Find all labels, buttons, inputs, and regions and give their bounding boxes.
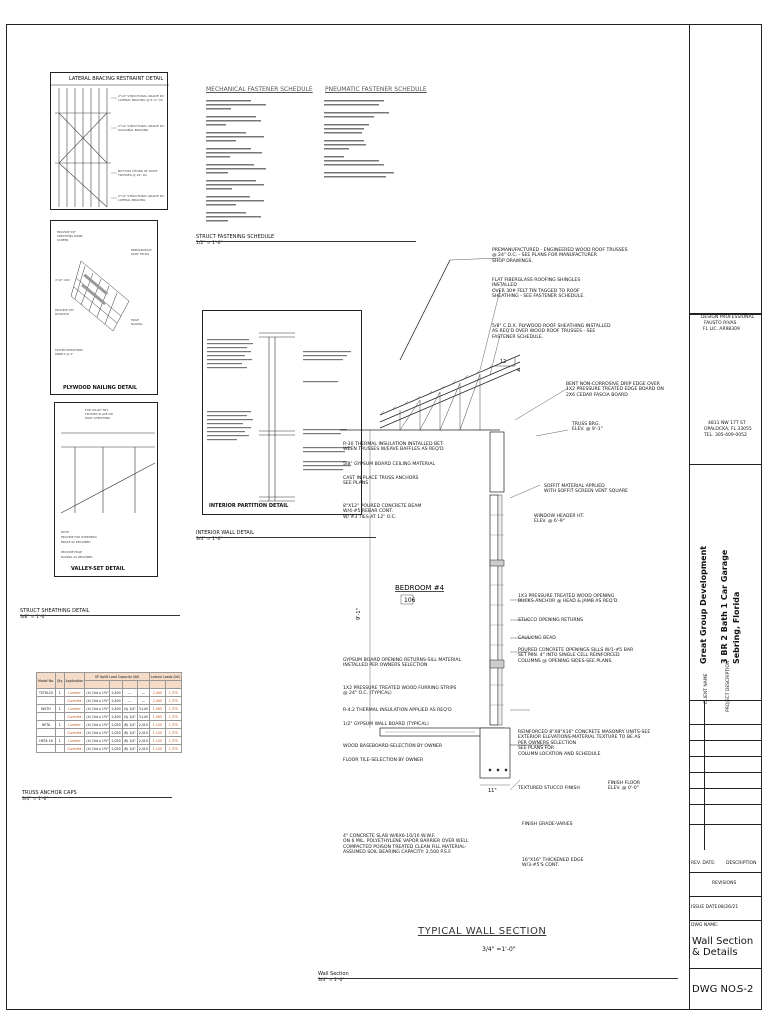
struct-fastening-scale: 1/2" = 1'-0": [196, 241, 223, 246]
plywood-nailing-title: PLYWOOD NAILING DETAIL: [63, 385, 138, 391]
callout-opening-bucks: 1X3 PRESSURE TREATED WOOD OPENING BUCKS-ANCHOR @ HEAD & JAMB AS REQ'D.: [518, 594, 619, 605]
project-line1: 3 BR 2 Bath 1 Car Garage: [720, 549, 729, 664]
anchor-cell: 2,410: [138, 746, 148, 751]
rev-date-label: REV. DATE:: [691, 861, 716, 866]
dim-footing: 11": [488, 788, 497, 794]
svg-text:SHEATHING PANEL: SHEATHING PANEL: [57, 234, 83, 238]
revisions-label: REVISIONS: [712, 881, 737, 886]
struct-sheathing-label: STRUCT SHEATHING DETAIL: [20, 608, 90, 614]
interior-partition-title: INTERIOR PARTITION DETAIL: [209, 503, 289, 509]
designer-label: DESIGN PROFESSIONAL: [700, 315, 755, 320]
anchor-cell: [37, 745, 56, 753]
anchor-cell: 1,370: [165, 729, 181, 737]
anchor-cell: 2,030: [111, 730, 121, 735]
anchor-table-row: [37, 713, 182, 721]
svg-text:ROOF SHEATHING: ROOF SHEATHING: [85, 416, 111, 420]
anchor-cell: —: [122, 689, 137, 697]
pitch-run: 4: [517, 368, 521, 374]
col-lateral: Lateral Loads (lbf): [150, 674, 180, 679]
anchor-cell: 2,030: [111, 738, 121, 743]
anchor-cell: 1,565: [149, 713, 165, 721]
anchor-cell: Lumber: [64, 737, 85, 745]
anchor-cell: —: [122, 697, 137, 705]
svg-text:PROVIDE EDGE: PROVIDE EDGE: [61, 550, 83, 554]
anchor-cell: 2,490: [111, 690, 121, 695]
callout-gyp-ceiling: 5/8" GYPSUM BOARD CEILING MATERIAL: [343, 462, 436, 467]
anchor-cell: 1,370: [165, 705, 181, 713]
svg-text:PROVIDE 5/8": PROVIDE 5/8": [55, 308, 75, 312]
title-block: [689, 24, 762, 1010]
callout-r42: R-4.2 THERMAL INSULATION APPLIED AS REQ'D: [343, 708, 452, 713]
anchor-cell: Concrete: [64, 729, 85, 737]
callout-gyp-returns: GYPSUM BOARD OPENING RETURNS-SILL MATERIAL INSTALLED PER OWNERS SELECTION: [343, 658, 462, 669]
svg-text:2"x4" STRUCTURAL GRADE #2: 2"x4" STRUCTURAL GRADE #2: [118, 94, 165, 98]
issue-date-label: ISSUE DATE:: [691, 905, 719, 910]
anchor-cell: 1,565: [149, 705, 165, 713]
callout-concrete-beam: 8"X12" POURED CONCRETE BEAM W/4-#5 REBAR CONT. W/ #3 TIES AT 12" O.C.: [343, 504, 422, 520]
callout-truss-anchors: CAST IN PLACE TRUSS ANCHORS SEE PLANS: [343, 476, 419, 487]
dwg-no: S-2: [737, 984, 754, 995]
anchor-cell: TSTRL25: [37, 689, 56, 697]
finish-floor-elev: FINISH FLOOR ELEV. @ 0'-0": [608, 781, 641, 792]
anchor-cell: 1,150: [149, 721, 165, 729]
anchor-cell: [55, 697, 64, 705]
anchor-cell: [37, 697, 56, 705]
address-tel: TEL. 305-409-0052: [704, 433, 747, 438]
col-sp-uplift: SP Uplift Load Capacity (lbf): [85, 673, 150, 681]
anchor-cell: 1: [55, 705, 64, 713]
svg-text:PLYWOOD: PLYWOOD: [55, 312, 69, 316]
anchor-cell: Concrete: [64, 713, 85, 721]
issue-date: 08/26/21: [718, 905, 739, 910]
callout-sills: POURED CONCRETE OPENINGS SILLS W/1-#5 BAR SET MIN. 4" INTO SINGLE CELL REINFORCED COLUMNS @ OPENING SIDES-SEE PLANS.: [518, 648, 634, 664]
anchor-cell: (4) 10d x 1½": [86, 698, 109, 703]
anchor-cell: 2,060: [149, 689, 165, 697]
address-line1: 4811 NW 17T ST: [708, 421, 746, 426]
anchor-cell: (6) 1/4": [123, 722, 136, 727]
section-title: TYPICAL WALL SECTION: [418, 926, 547, 937]
svg-text:DIAGONAL BRACING: DIAGONAL BRACING: [118, 128, 149, 132]
anchor-cell: 1,370: [165, 697, 181, 705]
svg-text:PREMANUFACT.: PREMANUFACT.: [131, 248, 153, 252]
designer-cell: [690, 24, 762, 314]
designer-license: FL LIC. AR98309: [703, 327, 740, 332]
description-label: DESCRIPTION: [726, 861, 757, 866]
project-line2: Sebring, Florida: [732, 591, 741, 664]
svg-text:ROOF TRUSS: ROOF TRUSS: [131, 252, 150, 256]
anchor-cell: [55, 745, 64, 753]
callout-finish-grade: FINISH GRADE-VARIES: [522, 822, 573, 827]
callout-cmu: REINFORCED 8"X8"X16" CONCRETE MASONRY UNITS-SEE EXTERIOR ELEVATIONS-MATERIAL TEXTURE TO BE AS PER OWNERS SELECTION SEE PLANS FOR COLUMN LOCATION AND SCHEDULE: [518, 730, 651, 757]
anchor-cell: (4) 10d x 1½": [86, 714, 109, 719]
anchor-cell: 1,370: [165, 737, 181, 745]
room-label: BEDROOM #4: [395, 584, 445, 592]
svg-text:PROVIDE FOR OVERHEAD: PROVIDE FOR OVERHEAD: [61, 535, 97, 539]
svg-text:PANELS @ 4": PANELS @ 4": [55, 352, 74, 356]
anchor-cell: 1: [55, 689, 64, 697]
anchor-cell: Concrete: [64, 697, 85, 705]
designer-name: FAUSTO RIVAS: [704, 321, 737, 326]
svg-text:NOTE:: NOTE:: [61, 530, 70, 534]
callout-sheathing: 5/8" C.D.X. PLYWOOD ROOF SHEATHING INSTALLED AS REQ'D OVER WOOD ROOF TRUSSES - SEE FASTENER SCHEDULE.: [492, 324, 611, 340]
svg-text:BRACE AS REQUIRED: BRACE AS REQUIRED: [61, 540, 91, 544]
anchor-cell: —: [137, 697, 149, 705]
pneumatic-schedule-title: PNEUMATIC FASTENER SCHEDULE: [325, 86, 427, 93]
project-label: PROJECT DESCRIPTION: [726, 660, 731, 712]
anchor-cell: 2,030: [111, 722, 121, 727]
mechanical-schedule-title: MECHANICAL FASTENER SCHEDULE: [206, 86, 313, 93]
svg-text:NAILING AS REQUIRED: NAILING AS REQUIRED: [61, 555, 93, 559]
anchor-cell: HETA 16: [37, 737, 56, 745]
anchor-cell: 2,060: [149, 697, 165, 705]
col-application: Application: [64, 673, 85, 689]
valley-set-drawing: [55, 403, 159, 578]
svg-text:EDGE: EDGE: [131, 318, 139, 322]
anchor-cell: 1,370: [165, 721, 181, 729]
anchor-cell: [55, 713, 64, 721]
callout-slab: 4" CONCRETE SLAB W/6X6-10/10 W.W.F. ON 6 MIL. POLYETHYLENE VAPOR BARRIER OVER WELL COMPACTED POISON TREATED CLEAN FILL MATERIAL- ASSUMED SOIL BEARING CAPACITY: 2,500 P.S.F.: [343, 834, 469, 856]
interior-partition-drawing: [203, 311, 363, 516]
anchor-cell: (4) 10d x 1½": [86, 722, 109, 727]
address-line2: OPALOCKA, FL 33055: [704, 427, 752, 432]
callout-r30: R-30 THERMAL INSULATION INSTALLED BET- WEEN TRUSSES W/EAVE BAFFLES AS REQ'D: [343, 442, 445, 453]
wall-section-scale: 3/4" = 1'-0": [318, 978, 345, 983]
interior-wall-scale: 3/4" = 1'-0": [196, 537, 223, 542]
plywood-nailing-detail: [50, 220, 158, 395]
anchor-cell: (6) 1/4": [123, 746, 136, 751]
svg-text:FOR VALLEY SET: FOR VALLEY SET: [85, 408, 109, 412]
plywood-nailing-drawing: [51, 221, 159, 396]
anchor-cell: (4) 10d x 1½": [86, 706, 109, 711]
svg-text:SCREEN: SCREEN: [57, 238, 69, 242]
anchor-cell: 3,145: [138, 706, 148, 711]
anchor-cell: Lumber: [64, 721, 85, 729]
anchor-cell: Concrete: [64, 745, 85, 753]
dwg-name: Wall Section & Details: [692, 936, 754, 958]
anchor-cell: 1,150: [149, 745, 165, 753]
client-name: Great Group Development: [699, 545, 708, 664]
callout-soffit: SOFFIT MATERIAL APPLIED WITH SOFFIT SCREEN VENT SQUARE: [544, 484, 628, 495]
anchor-cell: [37, 729, 56, 737]
lateral-bracing-title: LATERAL BRACING RESTRAINT DETAIL: [69, 76, 164, 82]
anchor-cell: (4) 10d x 1½": [86, 730, 109, 735]
anchor-cell: (4) 10d x 1½": [86, 738, 109, 743]
callout-furring: 1X2 PRESSURE TREATED WOOD FURRING STRIPS @ 24" O.C. (TYPICAL): [343, 686, 457, 697]
callout-stucco-finish: TEXTURED STUCCO FINISH: [518, 786, 580, 791]
callout-thickened-edge: 16"X16" THICKENED EDGE W/3-#5'S CONT.: [522, 858, 584, 869]
pitch-rise: 12: [500, 359, 507, 365]
callout-trusses: PREMANUFACTURED - ENGINEERED WOOD ROOF TRUSSES @ 24" O.C. - SEE PLANS FOR MANUFACTURER SHOP DRAWINGS.: [492, 248, 628, 264]
callout-floor-tile: FLOOR TILE-SELECTION BY OWNER: [343, 758, 424, 763]
anchor-cell: 2,490: [111, 706, 121, 711]
col-qty: Qty: [55, 673, 64, 689]
struct-sheathing-scale: 3/8" = 1'-0": [20, 615, 47, 620]
room-number: 106: [404, 597, 416, 604]
truss-anchor-label: TRUSS ANCHOR CAPS: [22, 790, 77, 796]
svg-text:LATERAL BRACING: LATERAL BRACING: [118, 198, 146, 202]
anchor-table-row: [37, 745, 182, 753]
wall-section-label: Wall Section: [318, 971, 349, 977]
svg-text:LATERAL BRACING @ 6'-0" OC: LATERAL BRACING @ 6'-0" OC: [118, 98, 163, 102]
svg-text:FASTEN SHEATHING: FASTEN SHEATHING: [55, 348, 83, 352]
anchor-cell: 1,370: [165, 713, 181, 721]
svg-text:TRUSSES PLACE ON: TRUSSES PLACE ON: [85, 412, 113, 416]
anchor-cell: 1: [55, 737, 64, 745]
col-model: Model No.: [37, 673, 56, 689]
anchor-cell: (4) 10d x 1½": [86, 690, 109, 695]
anchor-cell: HETA: [37, 721, 56, 729]
anchor-cell: 2,490: [111, 714, 121, 719]
anchor-cell: Lumber: [64, 689, 85, 697]
lateral-bracing-drawing: [51, 73, 169, 211]
client-label: CLIENT NAME: [704, 673, 709, 704]
anchor-cell: (4) 10d x 1½": [86, 746, 109, 751]
anchor-cell: 1,150: [149, 729, 165, 737]
svg-text:2"x4" STRUCTURAL GRADE #2: 2"x4" STRUCTURAL GRADE #2: [118, 124, 165, 128]
anchor-cell: 2,030: [111, 746, 121, 751]
svg-text:2"x4" STRUCTURAL GRADE #2: 2"x4" STRUCTURAL GRADE #2: [118, 194, 165, 198]
anchor-cell: 2,410: [138, 722, 148, 727]
anchor-cell: —: [137, 689, 149, 697]
fastener-schedule-text: [206, 98, 426, 233]
anchor-cell: (4) 1/4": [123, 714, 136, 719]
anchor-cell: 1,370: [165, 689, 181, 697]
anchor-cell: WSTH: [37, 705, 56, 713]
valley-set-title: VALLEY-SET DETAIL: [71, 566, 125, 572]
interior-partition-detail: [202, 310, 362, 515]
window-header-elev: WINDOW HEADER HT. ELEV. @ 6'-9": [534, 514, 585, 525]
anchor-table-row: [37, 721, 182, 729]
svg-text:TRUSSES @ 24" OC: TRUSSES @ 24" OC: [118, 173, 148, 177]
section-scale: 3/4" =1'-0": [482, 946, 516, 953]
svg-text:BOTTOM CHORD OF ROOF: BOTTOM CHORD OF ROOF: [118, 169, 158, 173]
svg-text:PROVIDE 5/8": PROVIDE 5/8": [57, 230, 77, 234]
anchor-cell: 1,150: [149, 737, 165, 745]
callout-baseboard: WOOD BASEBOARD-SELECTION BY OWNER: [343, 744, 443, 749]
struct-fastening-label: STRUCT FASTENING SCHEDULE: [196, 234, 275, 240]
callout-shingles: FLAT FIBERGLASS ROOFING SHINGLES INSTALLED OVER 30# FELT TIN TAGGED TO ROOF SHEATHING - SEE FASTENER SCHEDULE.: [492, 278, 585, 300]
callout-caulking: CAULKING BEAD: [518, 636, 556, 641]
truss-anchor-scale: 3/4" = 1'-0": [22, 797, 49, 802]
anchor-cell: 2,410: [138, 730, 148, 735]
valley-set-detail: [54, 402, 158, 577]
anchor-cell: 3,145: [138, 714, 148, 719]
anchor-table-row: [37, 689, 182, 697]
anchor-cell: [37, 713, 56, 721]
anchor-cell: 1,370: [165, 745, 181, 753]
anchor-cell: 2,410: [138, 738, 148, 743]
dwg-name-label: DWG NAME:: [691, 923, 719, 928]
truss-anchor-table: [36, 672, 182, 753]
interior-wall-label: INTERIOR WALL DETAIL: [196, 530, 254, 536]
anchor-cell: 2,490: [111, 698, 121, 703]
svg-text:NAILING: NAILING: [131, 322, 143, 326]
anchor-cell: (6) 1/4": [123, 730, 136, 735]
callout-gyp-wall: 1/2" GYPSUM WALL BOARD (TYPICAL): [343, 722, 429, 727]
anchor-cell: (4) 1/4": [123, 706, 136, 711]
svg-text:4"x4" CDX: 4"x4" CDX: [55, 278, 70, 282]
callout-stucco-returns: STUCCO OPENING RETURNS: [518, 618, 583, 623]
anchor-cell: [55, 729, 64, 737]
truss-brg-elev: TRUSS BRG. ELEV. @ 9'-1": [572, 422, 603, 433]
anchor-table-row: [37, 697, 182, 705]
anchor-table-row: [37, 737, 182, 745]
anchor-table-row: [37, 705, 182, 713]
callout-drip-edge: BENT NON-CORROSIVE DRIP EDGE OVER 1X2 PRESSURE TREATED EDGE BOARD ON 2X6 CEDAR FASCIA BOARD: [566, 382, 664, 398]
anchor-cell: Lumber: [64, 705, 85, 713]
dim-wall: 9'-1": [356, 608, 362, 620]
anchor-table-row: [37, 729, 182, 737]
dwg-no-label: DWG NO.: [692, 984, 739, 995]
anchor-cell: (6) 1/4": [123, 738, 136, 743]
lateral-bracing-detail: [50, 72, 168, 210]
anchor-cell: 1: [55, 721, 64, 729]
